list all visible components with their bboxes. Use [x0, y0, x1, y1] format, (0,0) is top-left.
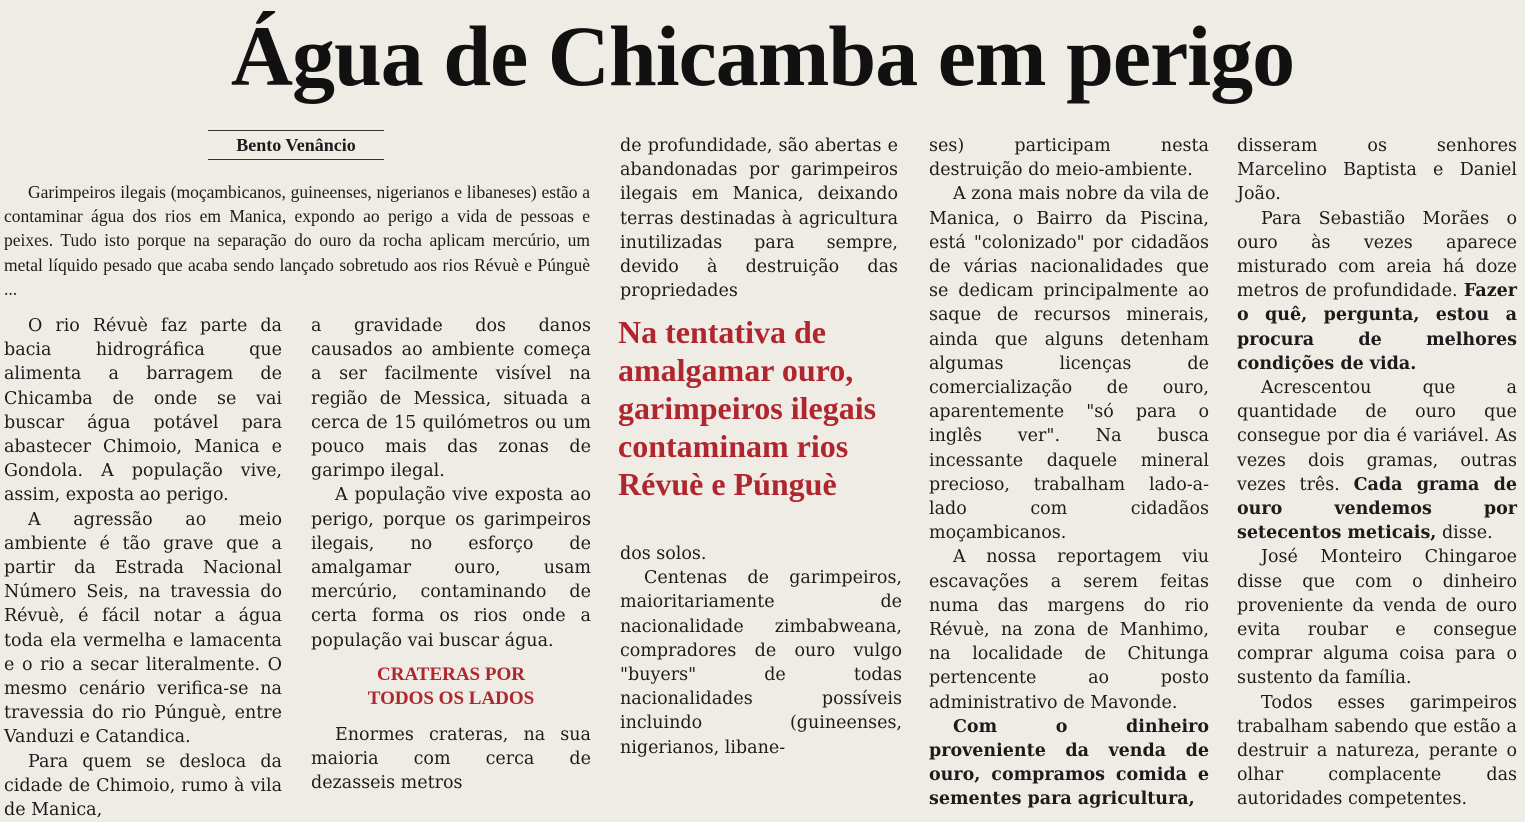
column-4 — [929, 134, 1209, 812]
col2-paragraph-1: a gravidade dos danos causados ao ambiente começa a ser facilmente visível na região de Messica, situada a cerca de 15 quilómetros ou um pouco mais das zonas de garimpo ilegal. — [311, 316, 591, 482]
col4-paragraph-1: ses) participam nesta destruição do meio-ambiente. — [929, 136, 1209, 181]
lead-paragraph: Garimpeiros ilegais (moçambicanos, guineenses, nigerianos e libaneses) estão a contaminar água dos rios em Manica, expondo ao perigo a vida de pessoas e peixes. Tudo isto porque na separação do ouro da rocha aplicam mercúrio, um metal líquido pesado que acaba sendo lançado sobretudo aos rios Révuè e Púnguè ... — [4, 182, 590, 299]
column-3-top — [620, 134, 898, 303]
col5-p3-text: Acrescentou que a quantidade de ouro que consegue por dia é variável. As vezes dois gramas, outras vezes três. — [1237, 378, 1517, 495]
col5-paragraph-1: disseram os senhores Marcelino Baptista e Daniel João. — [1237, 136, 1517, 205]
column-5 — [1237, 134, 1517, 812]
pull-quote: Na tentativa de amalgamar ouro, garimpeiros ilegais contaminam rios Révuè e Púnguè — [618, 314, 877, 502]
col5-paragraph-2 — [1237, 207, 1517, 376]
column-3-bottom — [620, 542, 902, 760]
col5-p3-end: disse. — [1441, 523, 1493, 544]
col1-paragraph-3: Para quem se desloca da cidade de Chimoio, rumo à vila de Manica, — [4, 751, 282, 821]
byline: Bento Venâncio — [208, 130, 384, 160]
col5-paragraph-4: José Monteiro Chingaroe disse que com o dinheiro proveniente da venda de ouro evita roubar e consegue comprar alguma coisa para o sustento da família. — [1237, 547, 1517, 689]
col4-quote-bold: Com o dinheiro proveniente da venda de ouro, compramos comida e sementes para agricultura, — [929, 716, 1209, 810]
section-subhead — [311, 663, 591, 711]
col3-paragraph-1-end: dos solos. — [620, 544, 707, 564]
col4-paragraph-2: A zona mais nobre da vila de Manica, o Bairro da Piscina, está "colonizado" por cidadãos de várias nacionalidades que se dedicam principalmente ao saque de recursos minerais, ainda que alguns detenham algumas licenças de comercialização de ouro, aparentemente "só para o inglês ver". Na busca incessante daquele mineral precioso, trabalham lado-a-lado com cidadãos moçambicanos. — [929, 184, 1209, 544]
col2-paragraph-3: Enormes crateras, na sua maioria com cerca de dezasseis metros — [311, 724, 591, 794]
col3-paragraph-2: Centenas de garimpeiros, maioritariamente de nacionalidade zimbabweana, compradores de ouro vulgo "buyers" de todas nacionalidades possíveis incluindo (guineenses, nigerianos, libane- — [620, 568, 902, 758]
subhead-line-2: TODOS OS LADOS — [367, 687, 535, 709]
col5-paragraph-5: Todos esses garimpeiros trabalham sabendo que estão a destruir a natureza, perante o olhar complacente das autoridades competentes. — [1237, 692, 1517, 810]
subhead-line-1: CRATERAS POR — [377, 663, 525, 685]
column-1 — [4, 314, 282, 822]
headline: Água de Chicamba em perigo — [230, 8, 1295, 104]
col2-paragraph-2: A população vive exposta ao perigo, porque os garimpeiros ilegais, no esforço de amalgamar ouro, usam mercúrio, contaminando de certa forma os rios onde a população vai buscar água. — [311, 485, 591, 651]
col5-paragraph-3 — [1237, 376, 1517, 545]
column-2 — [311, 314, 591, 795]
col5-p2-bold: Fazer o quê, pergunta, estou a procura de melhores condições de vida. — [1237, 281, 1517, 374]
col3-paragraph-1: de profundidade, são abertas e abandonadas por garimpeiros ilegais em Manica, deixando terras destinadas à agricultura inutilizadas para sempre, devido à destruição das propriedades — [620, 136, 898, 302]
col5-p2-text: Para Sebastião Morães o ouro às vezes aparece misturado com areia há doze metros de profundidade. — [1237, 208, 1517, 302]
col1-paragraph-2: A agressão ao meio ambiente é tão grave que a partir da Estrada Nacional Número Seis, na travessia do Révuè, é fácil notar a água toda ela vermelha e lamacenta e o rio a secar literalmente. O mesmo cenário verifica-se na travessia do rio Púnguè, entre Vanduzi e Catandica. — [4, 509, 282, 748]
col4-paragraph-3: A nossa reportagem viu escavações a serem feitas numa das margens do rio Révuè, na zona de Manhimo, na localidade de Chitunga pertencente ao posto administrativo de Mavonde. — [929, 547, 1209, 713]
col1-paragraph-1: O rio Révuè faz parte da bacia hidrográfica que alimenta a barragem de Chicamba de onde se vai buscar água potável para abastecer Chimoio, Manica e Gondola. A população vive, assim, exposta ao perigo. — [4, 316, 282, 506]
col5-p3-bold: Cada grama de ouro vendemos por setecentos meticais, — [1237, 474, 1517, 544]
